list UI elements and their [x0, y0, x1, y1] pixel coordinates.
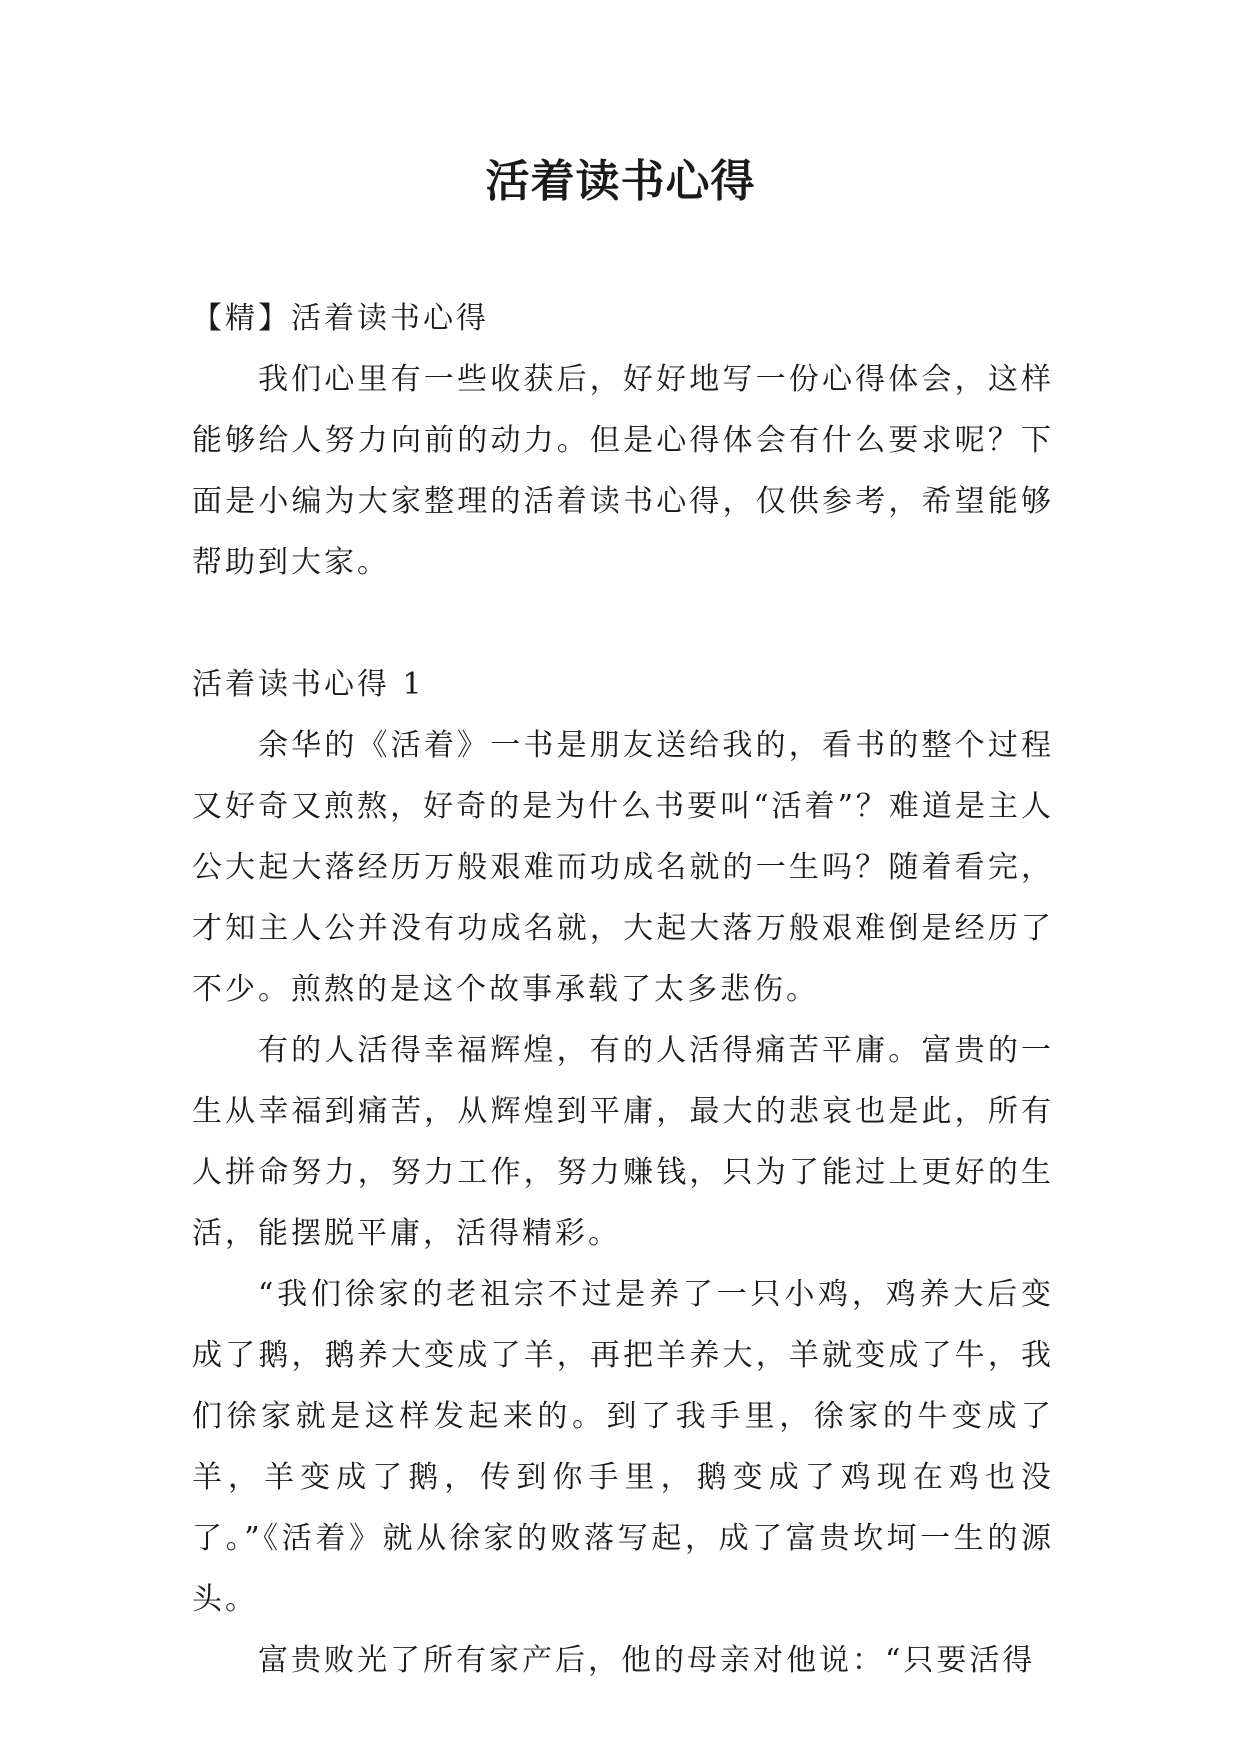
paragraph-spacer	[192, 593, 1054, 654]
body-paragraph: 余华的《活着》一书是朋友送给我的，看书的整个过程又好奇又煎熬，好奇的是为什么书要叫“活着”？难道是主人公大起大落经历万般艰难而功成名就的一生吗？随着看完，才知主人公并没有功成名就，大起大落万般艰难倒是经历了不少。煎熬的是这个故事承载了太多悲伤。	[192, 728, 1054, 1007]
document-subtitle: 【精】活着读书心得	[192, 301, 489, 336]
document-title: 活着读书心得	[485, 156, 756, 207]
document-body	[192, 288, 1054, 1691]
body-paragraph: 富贵败光了所有家产后，他的母亲对他说：“只要活得	[258, 1643, 1036, 1678]
body-paragraph: 有的人活得幸福辉煌，有的人活得痛苦平庸。富贵的一生从幸福到痛苦，从辉煌到平庸，最大的悲哀也是此，所有人拼命努力，努力工作，努力赚钱，只为了能过上更好的生活，能摆脱平庸，活得精彩。	[192, 1033, 1054, 1251]
intro-paragraph: 我们心里有一些收获后，好好地写一份心得体会，这样能够给人努力向前的动力。但是心得体会有什么要求呢？下面是小编为大家整理的活着读书心得，仅供参考，希望能够帮助到大家。	[192, 362, 1054, 580]
body-paragraph: “我们徐家的老祖宗不过是养了一只小鸡，鸡养大后变成了鹅，鹅养大变成了羊，再把羊养大，羊就变成了牛，我们徐家就是这样发起来的。到了我手里，徐家的牛变成了羊，羊变成了鹅，传到你手里，鹅变成了鸡现在鸡也没了。”《活着》就从徐家的败落写起，成了富贵坎坷一生的源头。	[192, 1277, 1054, 1617]
section-heading: 活着读书心得 1	[192, 667, 425, 702]
